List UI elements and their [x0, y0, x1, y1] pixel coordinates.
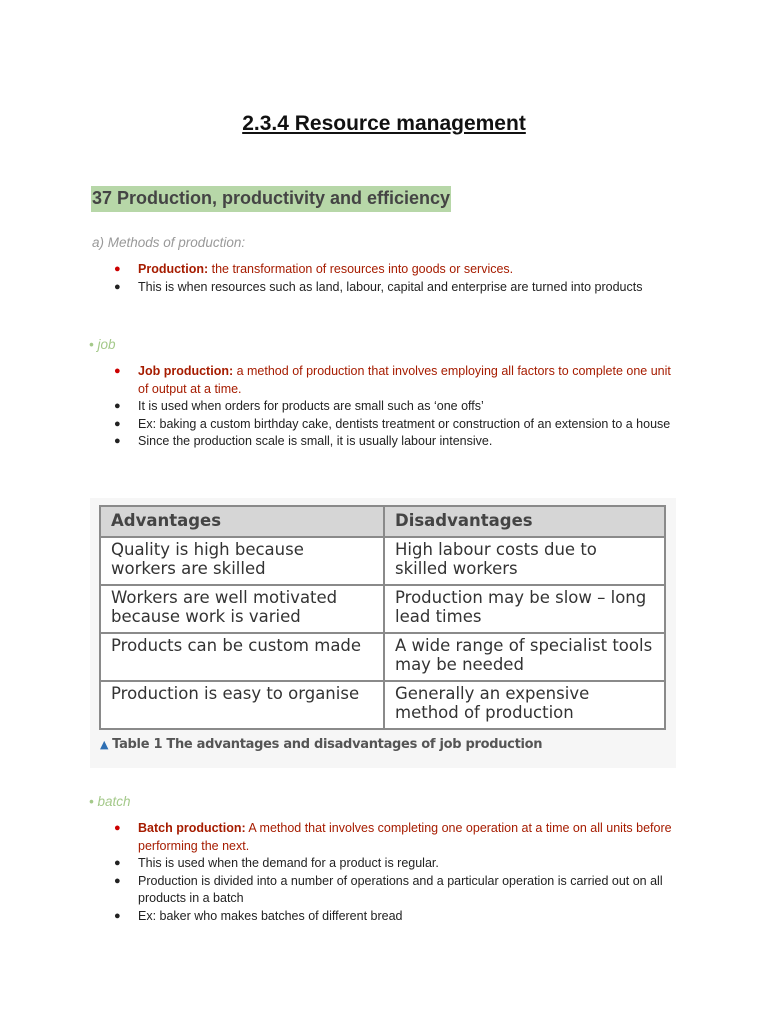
list-item [110, 363, 680, 398]
list-item [110, 820, 680, 855]
bullet-icon: ● [114, 263, 121, 275]
column-header-advantages: Advantages [100, 506, 384, 537]
list-item-text: Since the production scale is small, it is usually labour intensive. [138, 434, 493, 448]
batch-bullet-list [110, 820, 680, 925]
production-bullet-list [110, 261, 680, 296]
list-item-text: Ex: baker who makes batches of different bread [138, 908, 403, 923]
page-title: 2.3.4 Resource management [242, 112, 526, 135]
list-item-text: It is used when orders for products are small such as ‘one offs’ [138, 399, 484, 413]
table-row [100, 633, 665, 681]
list-item-text: This is used when the demand for a product is regular. [138, 856, 439, 870]
bullet-icon: ● [114, 822, 121, 834]
advantages-table [99, 505, 666, 730]
table-cell: Production is easy to organise [100, 681, 384, 729]
bullet-icon: ● [114, 857, 121, 869]
term: Batch production: [138, 821, 246, 835]
term: Job production: [138, 364, 234, 378]
blue-triangle-icon: ▲ [100, 738, 109, 751]
table-cell: Generally an expensive method of production [384, 681, 665, 729]
bullet-icon: ● [114, 417, 121, 430]
list-item [110, 873, 680, 908]
list-item-text: Production is divided into a number of operations and a particular operation is carried out on all products in a batch [138, 873, 663, 905]
job-label: • job [89, 337, 116, 352]
table-figure [90, 498, 676, 768]
definition: A method that involves completing one operation at a time on all units before performing the next. [138, 821, 672, 853]
list-item [110, 279, 680, 297]
table-caption-text: Table 1 The advantages and disadvantages of job production [112, 737, 543, 752]
table-cell: Workers are well motivated because work is varied [100, 585, 384, 633]
bullet-icon: ● [114, 400, 121, 412]
table-cell: Production may be slow – long lead times [384, 585, 665, 633]
bullet-icon: ● [114, 365, 121, 377]
list-item [110, 908, 680, 926]
table-header-row [100, 506, 665, 537]
table-caption [100, 737, 542, 752]
table-cell: High labour costs due to skilled workers [384, 537, 665, 585]
bullet-icon: ● [114, 280, 121, 293]
table-row [100, 537, 665, 585]
bullet-icon: ● [114, 909, 121, 922]
table-cell: A wide range of specialist tools may be needed [384, 633, 665, 681]
list-item [110, 855, 680, 873]
list-item [110, 261, 680, 279]
batch-label: • batch [89, 794, 131, 809]
list-item [110, 416, 680, 434]
section-heading: 37 Production, productivity and efficiency [91, 186, 451, 212]
definition: the transformation of resources into goods or services. [208, 262, 514, 276]
term: Production: [138, 262, 209, 276]
definition: a method of production that involves employing all factors to complete one unit of output at a time. [138, 364, 671, 396]
table-row [100, 681, 665, 729]
methods-subheading: a) Methods of production: [92, 235, 246, 250]
table-row [100, 585, 665, 633]
bullet-icon: ● [114, 874, 121, 887]
bullet-icon: ● [114, 435, 121, 447]
job-bullet-list [110, 363, 680, 451]
column-header-disadvantages: Disadvantages [384, 506, 665, 537]
list-item-text: Ex: baking a custom birthday cake, dentists treatment or construction of an extension to a house [138, 416, 671, 431]
table-cell: Products can be custom made [100, 633, 384, 681]
list-item-text: This is when resources such as land, labour, capital and enterprise are turned into products [138, 279, 643, 294]
list-item [110, 398, 680, 416]
table-cell: Quality is high because workers are skilled [100, 537, 384, 585]
list-item [110, 433, 680, 451]
